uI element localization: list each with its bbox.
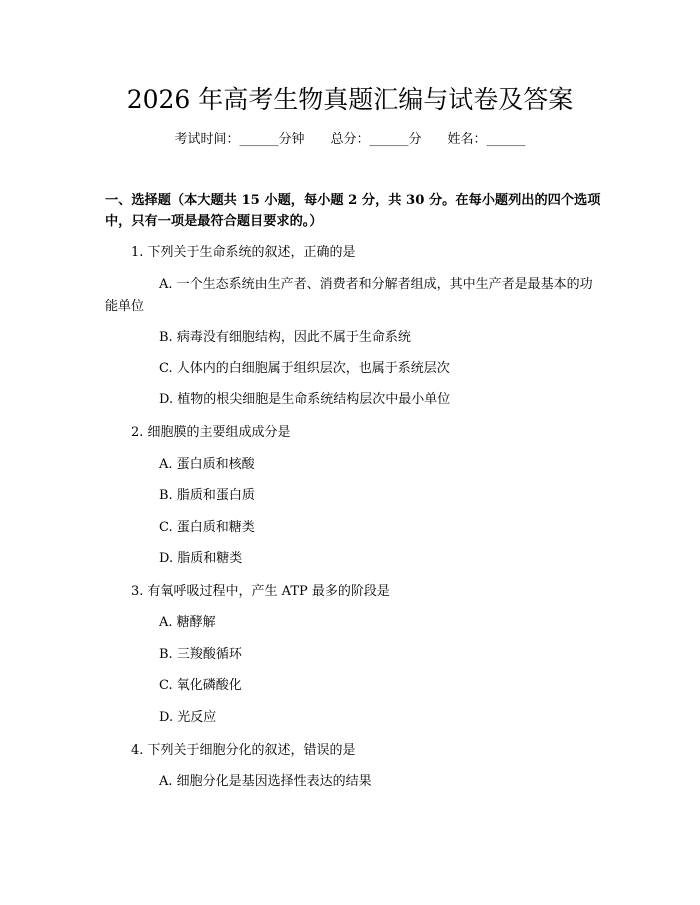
question-3-stem: 3. 有氧呼吸过程中，产生 ATP 最多的阶段是 — [131, 584, 390, 599]
total-score-field: 总分：______分 — [330, 132, 422, 147]
exam-info-line — [0, 132, 700, 148]
question-3-option-c: C. 氧化磷酸化 — [159, 678, 242, 693]
exam-time-field: 考试时间：______分钟 — [174, 132, 305, 147]
question-1-option-d: D. 植物的根尖细胞是生命系统结构层次中最小单位 — [159, 392, 451, 407]
section-heading-multiple-choice: 一、选择题（本大题共 15 小题，每小题 2 分，共 30 分。在每小题列出的四个选项中，只有一项是最符合题目要求的。） — [105, 193, 601, 229]
name-field: 姓名：______ — [447, 132, 526, 147]
document-title: 2026 年高考生物真题汇编与试卷及答案 — [126, 85, 574, 114]
question-2-stem: 2. 细胞膜的主要组成成分是 — [131, 425, 291, 440]
question-4-stem: 4. 下列关于细胞分化的叙述，错误的是 — [131, 743, 356, 758]
question-3-option-b: B. 三羧酸循环 — [159, 647, 242, 662]
question-1-option-b: B. 病毒没有细胞结构，因此不属于生命系统 — [159, 330, 411, 345]
question-1-stem: 1. 下列关于生命系统的叙述，正确的是 — [131, 245, 356, 260]
question-2-option-d: D. 脂质和糖类 — [159, 551, 243, 566]
question-3-option-d: D. 光反应 — [159, 710, 217, 725]
question-2-option-c: C. 蛋白质和糖类 — [159, 520, 255, 535]
question-3-option-a: A. 糖酵解 — [159, 615, 216, 630]
question-1-option-a: A. 一个生态系统由生产者、消费者和分解者组成，其中生产者是最基本的功能单位 — [105, 277, 593, 314]
question-1-option-c: C. 人体内的白细胞属于组织层次，也属于系统层次 — [159, 361, 450, 376]
question-2-option-b: B. 脂质和蛋白质 — [159, 488, 255, 503]
question-2-option-a: A. 蛋白质和核酸 — [159, 457, 255, 472]
question-4-option-a: A. 细胞分化是基因选择性表达的结果 — [159, 774, 372, 789]
